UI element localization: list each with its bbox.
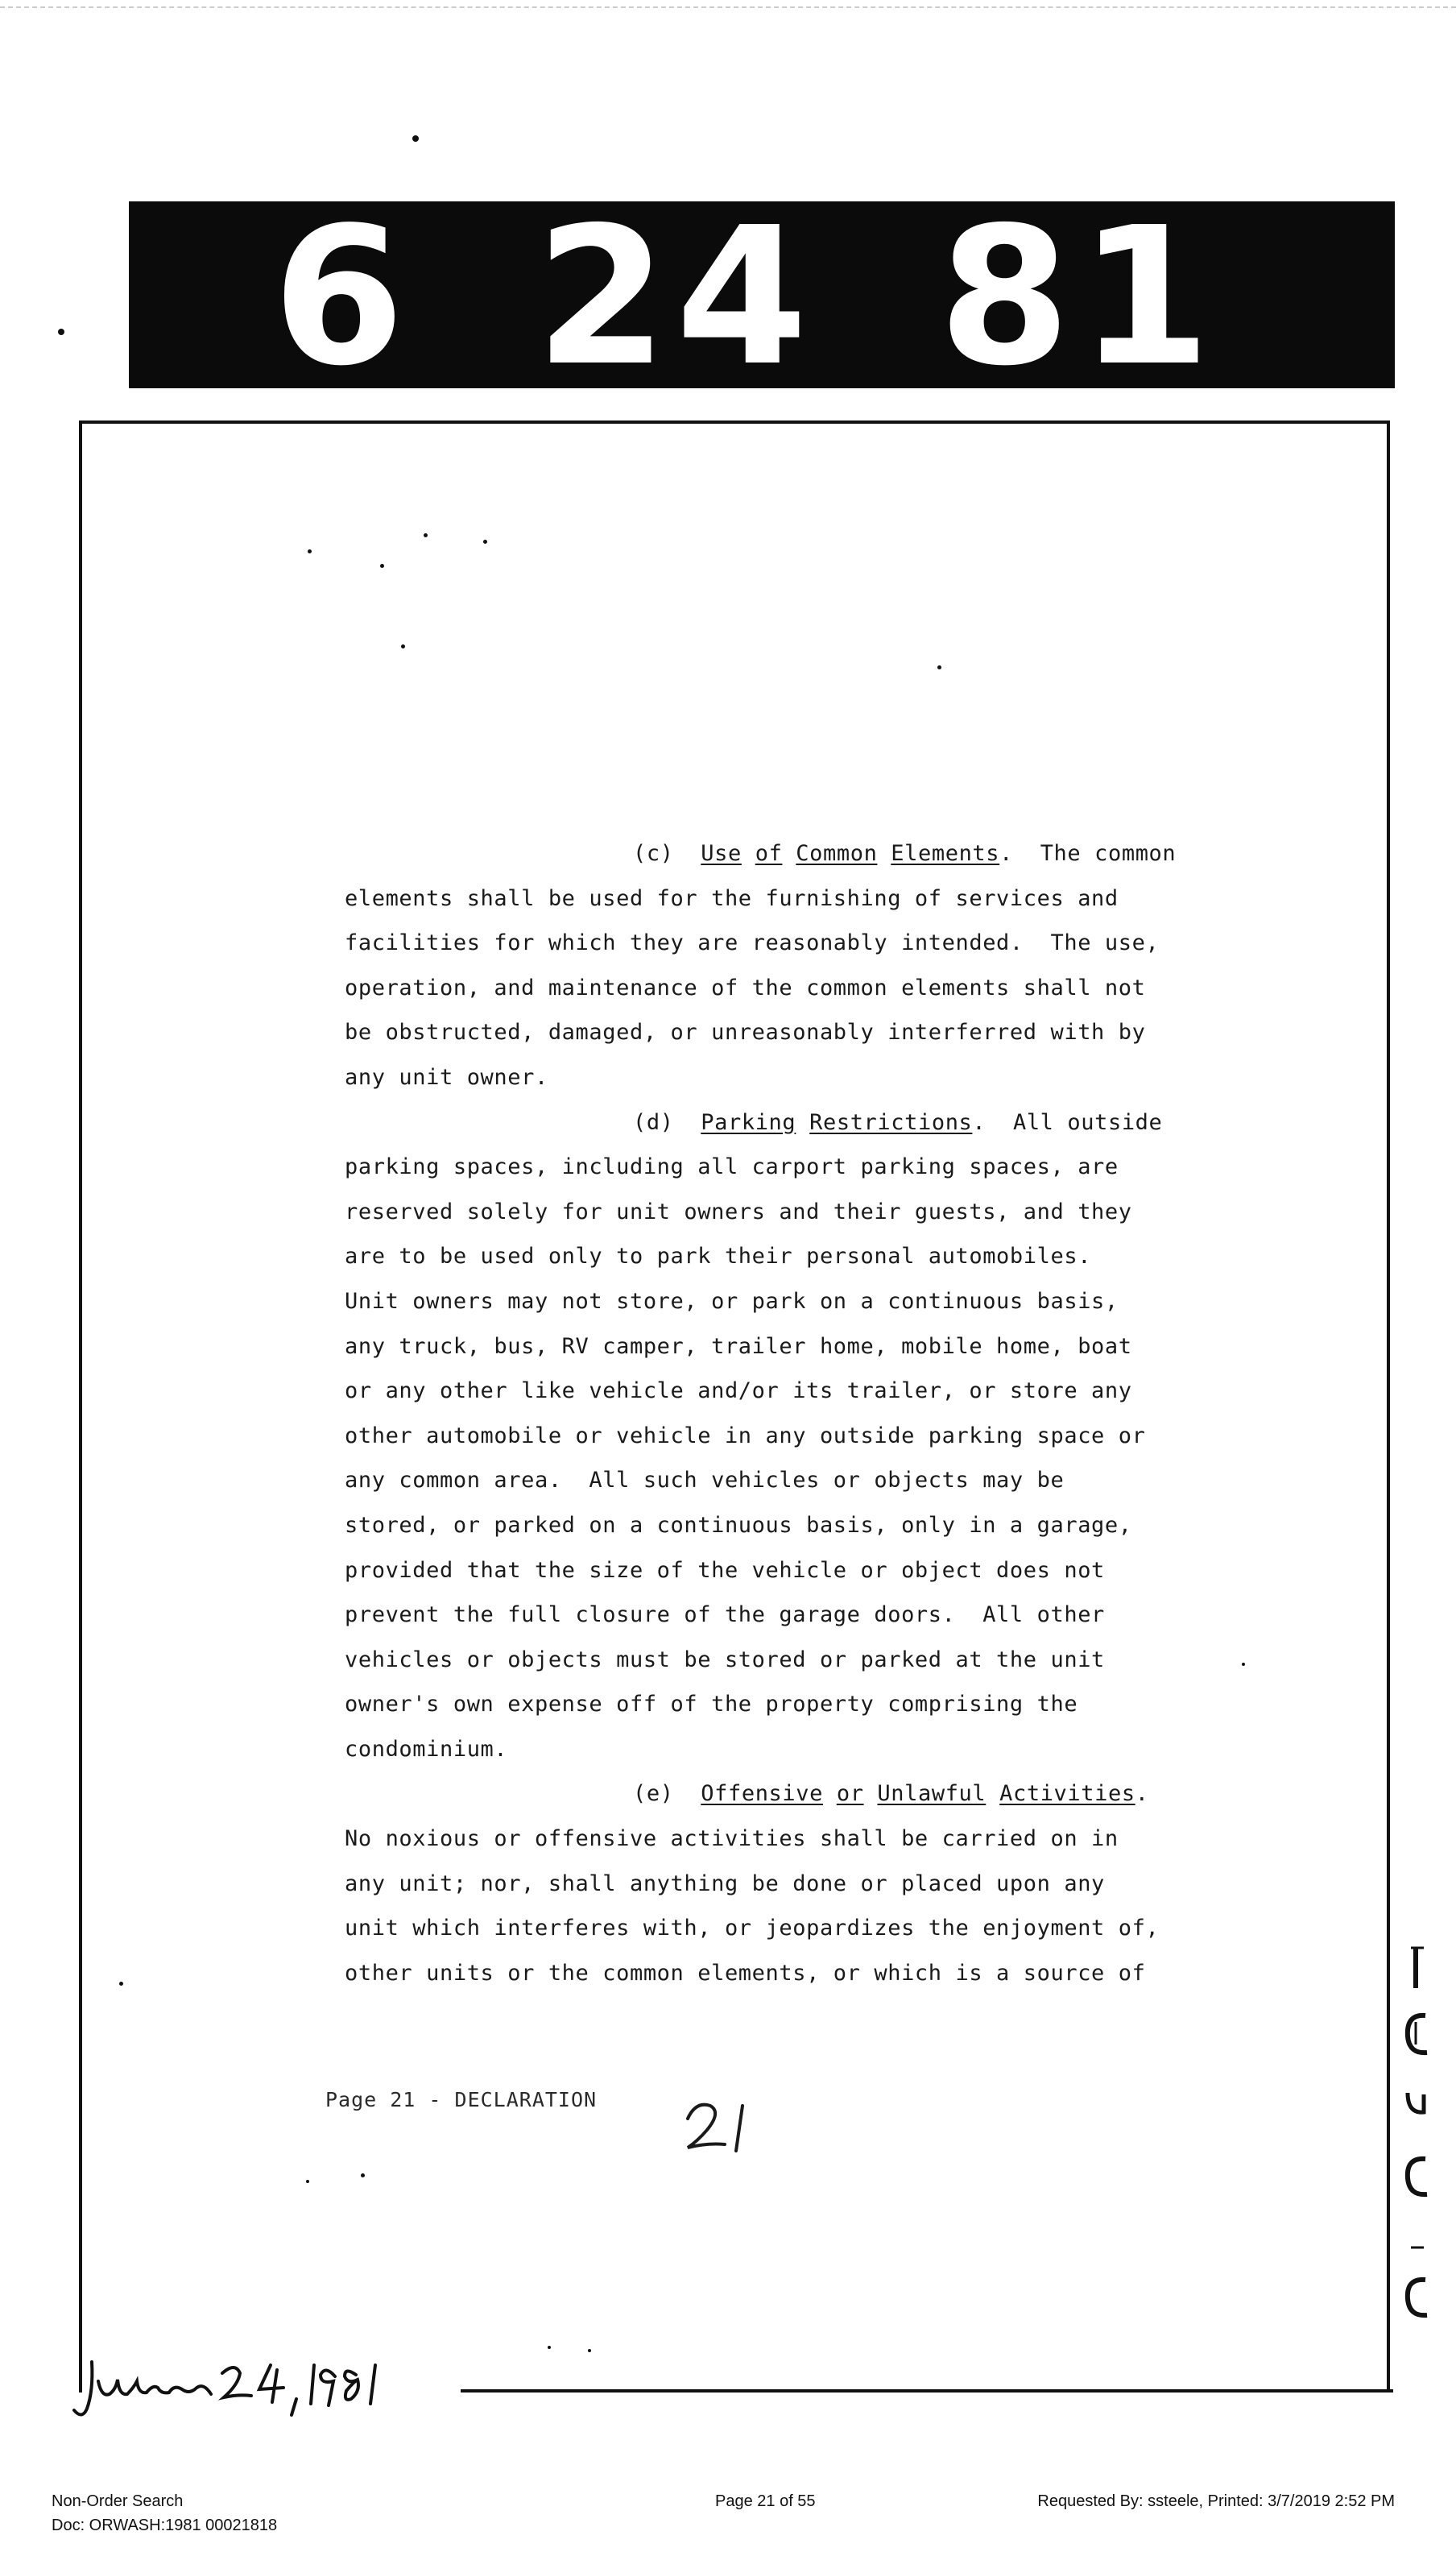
text-run: reserved solely for unit owners and their guests, and they <box>345 1199 1132 1224</box>
text-run: any common area. All such vehicles or objects may be <box>345 1468 1065 1494</box>
text-run: (d) <box>633 1109 701 1135</box>
scan-speck <box>588 2349 591 2352</box>
scan-speck <box>548 2346 551 2349</box>
footer-left <box>52 2489 277 2538</box>
declaration-body-text <box>345 831 1263 1995</box>
document-frame-bottom <box>461 2389 1393 2392</box>
text-run <box>796 1110 809 1135</box>
underlined-heading-word: Offensive <box>701 1781 823 1807</box>
text-run: . <box>1135 1781 1149 1807</box>
footer-page-info: Page 21 of 55 <box>715 2492 816 2510</box>
margin-scan-marks <box>1400 1941 1440 2328</box>
body-text-line <box>345 966 1263 1011</box>
body-text-line <box>345 1862 1263 1907</box>
body-text-line <box>345 1593 1263 1638</box>
body-text-line <box>345 1458 1263 1503</box>
text-run: (c) <box>633 841 701 866</box>
text-run: facilities for which they are reasonably intended. The use, <box>345 930 1160 956</box>
body-text-line <box>345 1638 1263 1683</box>
body-text-line <box>345 1682 1263 1727</box>
text-run: No noxious or offensive activities shall be carried on in <box>345 1826 1119 1852</box>
body-text-line <box>345 1010 1263 1055</box>
footer-requested-by: Requested By: ssteele, Printed: 3/7/2019 2:52 PM <box>1037 2492 1395 2510</box>
scan-noise-top <box>0 6 1456 14</box>
body-text-line <box>345 876 1263 922</box>
scan-speck <box>424 533 428 537</box>
text-run: condominium. <box>345 1736 508 1762</box>
text-run: operation, and maintenance of the common elements shall not <box>345 975 1146 1000</box>
body-text-line <box>345 1369 1263 1414</box>
footer-search-type: Non-Order Search <box>52 2492 184 2510</box>
section-heading-line <box>345 1771 1263 1817</box>
scan-speck <box>306 2180 309 2183</box>
handwritten-date <box>69 2352 407 2425</box>
body-text-line <box>345 1055 1263 1100</box>
text-run: vehicles or objects must be stored or parked at the unit <box>345 1647 1105 1672</box>
text-run: other units or the common elements, or which is a source of <box>345 1960 1146 1986</box>
text-run: stored, or parked on a continuous basis, only in a garage, <box>345 1512 1132 1538</box>
body-text-line <box>345 1906 1263 1951</box>
text-run: are to be used only to park their personal automobiles. <box>345 1244 1092 1270</box>
text-run: any truck, bus, RV camper, trailer home, mobile home, boat <box>345 1333 1132 1359</box>
scan-speck <box>1242 1663 1245 1666</box>
body-text-line <box>345 1234 1263 1279</box>
date-banner <box>129 201 1395 388</box>
text-run: prevent the full closure of the garage doors. All other <box>345 1602 1105 1628</box>
text-run <box>877 841 891 866</box>
text-run <box>742 841 755 866</box>
scan-speck <box>58 329 64 335</box>
scan-speck <box>361 2173 365 2177</box>
body-text-line <box>345 1727 1263 1772</box>
underlined-heading-word: Use <box>701 841 742 866</box>
text-run: provided that the size of the vehicle or object does not <box>345 1557 1105 1583</box>
text-run: parking spaces, including all carport parking spaces, are <box>345 1154 1119 1180</box>
text-run: other automobile or vehicle in any outside parking space or <box>345 1423 1146 1448</box>
text-run <box>864 1781 878 1806</box>
footer-doc-id: Doc: ORWASH:1981 00021818 <box>52 2517 278 2534</box>
text-run: (e) <box>633 1781 701 1807</box>
handwritten-page-number <box>680 2094 768 2159</box>
body-text-line <box>345 1414 1263 1459</box>
text-run: or any other like vehicle and/or its trailer, or store any <box>345 1378 1132 1404</box>
body-text-line <box>345 1324 1263 1369</box>
body-text-line <box>345 921 1263 966</box>
underlined-heading-word: Restrictions <box>809 1109 973 1135</box>
scan-speck <box>412 135 419 142</box>
body-text-line <box>345 1503 1263 1548</box>
text-run <box>986 1781 999 1806</box>
underlined-heading-word: Elements <box>891 841 1000 866</box>
scan-speck <box>119 1982 123 1986</box>
section-heading-line <box>345 831 1263 876</box>
body-text-line <box>345 1279 1263 1324</box>
text-run <box>823 1781 837 1806</box>
body-text-line <box>345 1190 1263 1235</box>
underlined-heading-word: Activities <box>999 1781 1135 1807</box>
underlined-heading-word: Parking <box>701 1109 796 1135</box>
scan-speck <box>937 665 941 669</box>
underlined-heading-word: or <box>836 1781 864 1807</box>
text-run: be obstructed, damaged, or unreasonably interferred with by <box>345 1020 1146 1046</box>
text-run: elements shall be used for the furnishing of services and <box>345 885 1119 911</box>
scan-speck <box>308 549 312 553</box>
scan-speck <box>483 540 487 544</box>
body-text-line <box>345 1951 1263 1996</box>
text-run: unit which interferes with, or jeopardizes the enjoyment of, <box>345 1916 1160 1941</box>
underlined-heading-word: Common <box>796 841 878 866</box>
text-run: any unit owner. <box>345 1064 548 1090</box>
underlined-heading-word: of <box>755 841 783 866</box>
body-text-line <box>345 1548 1263 1593</box>
text-run <box>782 841 796 866</box>
underlined-heading-word: Unlawful <box>877 1781 987 1807</box>
page-label: Page 21 - DECLARATION <box>325 2088 598 2111</box>
scan-speck <box>401 644 405 648</box>
text-run: any unit; nor, shall anything be done or placed upon any <box>345 1870 1105 1896</box>
body-text-line <box>345 1817 1263 1862</box>
scan-speck <box>380 564 384 568</box>
section-heading-line <box>345 1100 1263 1146</box>
text-run: owner's own expense off of the property comprising the <box>345 1692 1078 1717</box>
banner-date-text: 6 24 81 <box>272 201 1219 388</box>
body-text-line <box>345 1145 1263 1190</box>
text-run: Unit owners may not store, or park on a continuous basis, <box>345 1288 1119 1314</box>
text-run: . The common <box>999 841 1177 866</box>
text-run: . All outside <box>972 1109 1163 1135</box>
